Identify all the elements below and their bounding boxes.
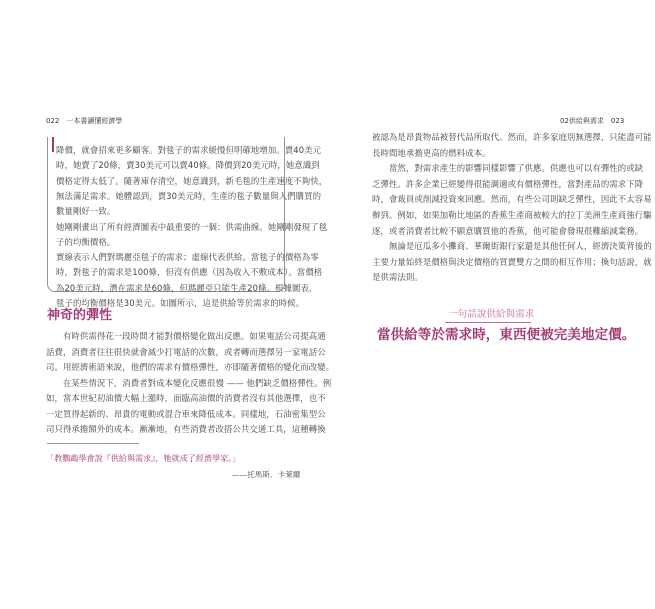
quote: 「教鸚鵡學會說『供給與需求』，牠就成了經濟學家。」: [46, 454, 241, 463]
text-line: 實線表示人們對瑪麗亞毯子的需求；虛線代表供給。當毯子的價格為零: [56, 252, 319, 263]
text-line: 她剛剛畫出了所有經濟圖表中最重要的一個：供需曲線。她剛剛發現了毯: [56, 221, 328, 232]
section-heading: 神奇的彈性: [47, 308, 113, 323]
text-line: 為20美元時，潛在需求是60條，但瑪麗亞只能生產20條。根據圖表，: [56, 282, 318, 293]
text-line: 無論是厄瓜多小攤商、華爾街銀行家還是其他任何人，經濟決策背後的: [372, 241, 652, 252]
text-line: 時，對毯子的需求是100條，但沒有供應（因為收入不敷成本）。當價格: [56, 267, 323, 278]
quote-attribution: ——托馬斯．卡萊爾: [232, 470, 301, 479]
callout-text: 當供給等於需求時，東西便被完美地定價。: [377, 327, 636, 343]
text-line: 時，會裁員或削減投資來回應。然而，有些公司則缺乏彈性，因此不太容易: [372, 194, 652, 205]
text-line: 長時間地承擔更高的燃料成本。: [372, 147, 491, 158]
text-line: 有時供需得花一段時間才能對價格變化做出反應。如果電話公司提高通: [46, 331, 326, 341]
text-line: 數量剛好一致。: [56, 206, 116, 217]
text-line: 無法滿足需求。她體認到，賣30美元時，生產的毯子數量與人們購買的: [56, 190, 322, 201]
footnote-rule: [47, 443, 139, 444]
text-line: 乏彈性。許多企業已經變得很能調適或有價格彈性，當對產品的需求下降: [372, 178, 644, 189]
text-line: 被認為是昂貴物品被替代品所取代。然而，許多家庭別無選擇，只能盡可能: [372, 132, 652, 142]
right-page-header: 02供給與需求 023: [560, 117, 625, 125]
text-line: 在某些情況下，消費者對成本變化反應很慢 —— 他們缺乏價格彈性。例: [46, 377, 332, 388]
text-line: 當然，對需求產生的影響同樣影響了供應。供應也可以有彈性的或缺: [372, 163, 644, 174]
text-line: 子的均衡價格。: [56, 236, 116, 247]
text-line: 司。用經濟術語來說，他們的需求有價格彈性，亦即隨著價格的變化而改變。: [46, 362, 335, 372]
text-line: 司只得承擔額外的成本。漸漸地，有些消費者改搭公共交通工具，這種轉換: [46, 424, 326, 434]
text-line: 主要力量始終是價格與決定價格的買賣雙方之間的相互作用；換句話說，就: [372, 256, 652, 267]
text-line: 是供需法則。: [372, 272, 423, 283]
text-line: 如，當本世紀初油價大幅上漲時，面臨高油價的消費者沒有其他選擇，也不: [46, 393, 326, 403]
callout-title: 一句話說供給與需求: [448, 309, 535, 320]
text-line: 逐，或者消費者比較不願意購買他的香蕉，他可能會發現很難縮減業務。: [372, 225, 644, 236]
text-line: 一定買得起新的、昂貴的電動或混合車來降低成本。同樣地，石油密集型公: [46, 408, 326, 419]
left-page-header: 022 一本書讀懂經濟學: [46, 117, 123, 125]
text-line: 時，她賣了20條，賣30美元可以賣40條。降價到20美元時，她意識到: [56, 160, 320, 171]
text-line: 毯子的均衡價格是30美元。如圖所示，這是供給等於需求的時候。: [56, 298, 305, 308]
text-line: 降價，就會招來更多顧客。對毯子的需求緩慢但明確地增加。賣40美元: [56, 145, 322, 155]
text-line: 辦到。例如，如果加勒比地區的香蕉生產商被較大的拉丁美洲生產商強行驅: [372, 210, 652, 220]
text-line: 話費，消費者往往很快就會減少打電話的次數，或者轉而選擇另一家電話公: [46, 346, 326, 357]
text-line: 價格定得太低了。隨著庫存清空，她意識到，新毛毯的生產速度不夠快，: [56, 175, 328, 186]
